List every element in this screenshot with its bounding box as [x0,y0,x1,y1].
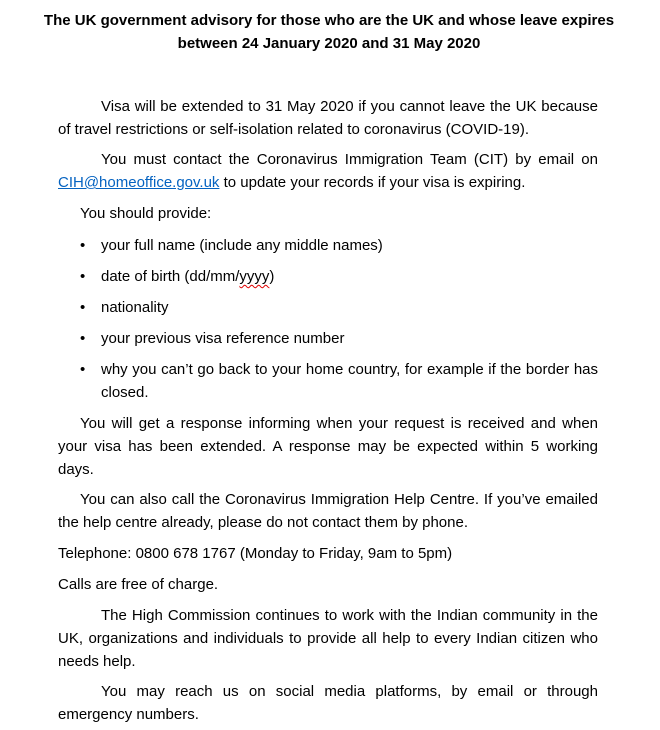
list-item-text: nationality [101,299,169,316]
spelling-squiggle: yyyy [239,268,270,285]
list-item [58,358,598,404]
list-item [58,296,598,319]
paragraph-response: You will get a response informing when your request is received and when your visa has been extended. A response may be expected within 5 working days. [58,415,598,478]
paragraph-social-media: You may reach us on social media platforms, by email or through emergency numbers. [58,683,598,723]
list-item-text: your full name (include any middle names) [101,237,383,254]
contact-text-after: to update your records if your visa is expiring. [219,174,526,191]
paragraph-help-centre: You can also call the Coronavirus Immigration Help Centre. If you’ve emailed the help centre already, please do not contact them by phone. [58,491,598,531]
bullet-icon: • [80,299,86,316]
list-item-text: your previous visa reference number [101,330,345,347]
bullet-icon: • [80,361,86,378]
paragraph-contact-cit [58,148,598,194]
paragraph-provide-intro: You should provide: [80,205,212,222]
list-item [58,234,598,257]
email-link[interactable]: CIH@homeoffice.gov.uk [58,174,220,191]
list-item [58,327,598,350]
document-title: The UK government advisory for those who are the UK and whose leave expires between 24 January 2020 and 31 May 2020 [43,12,615,52]
list-item-text: why you can’t go back to your home country, for example if the border has closed. [101,361,598,401]
bullet-icon: • [80,268,86,285]
dob-suffix: ) [269,268,275,285]
paragraph-high-commission: The High Commission continues to work with the Indian community in the UK, organizations and individuals to provide all help to every Indian citizen who needs help. [58,607,598,670]
required-info-list [58,234,598,412]
list-item-text [101,268,274,285]
bullet-icon: • [80,330,86,347]
paragraph-calls-free: Calls are free of charge. [58,576,219,593]
list-item [58,265,598,288]
contact-text-before: You must contact the Coronavirus Immigration Team (CIT) by email on [101,151,598,168]
bullet-icon: • [80,237,86,254]
paragraph-visa-extension: Visa will be extended to 31 May 2020 if you cannot leave the UK because of travel restrictions or self-isolation related to coronavirus (COVID-19). [58,98,598,138]
paragraph-telephone: Telephone: 0800 678 1767 (Monday to Friday, 9am to 5pm) [58,545,453,562]
dob-prefix: date of birth (dd/mm/ [101,268,240,285]
